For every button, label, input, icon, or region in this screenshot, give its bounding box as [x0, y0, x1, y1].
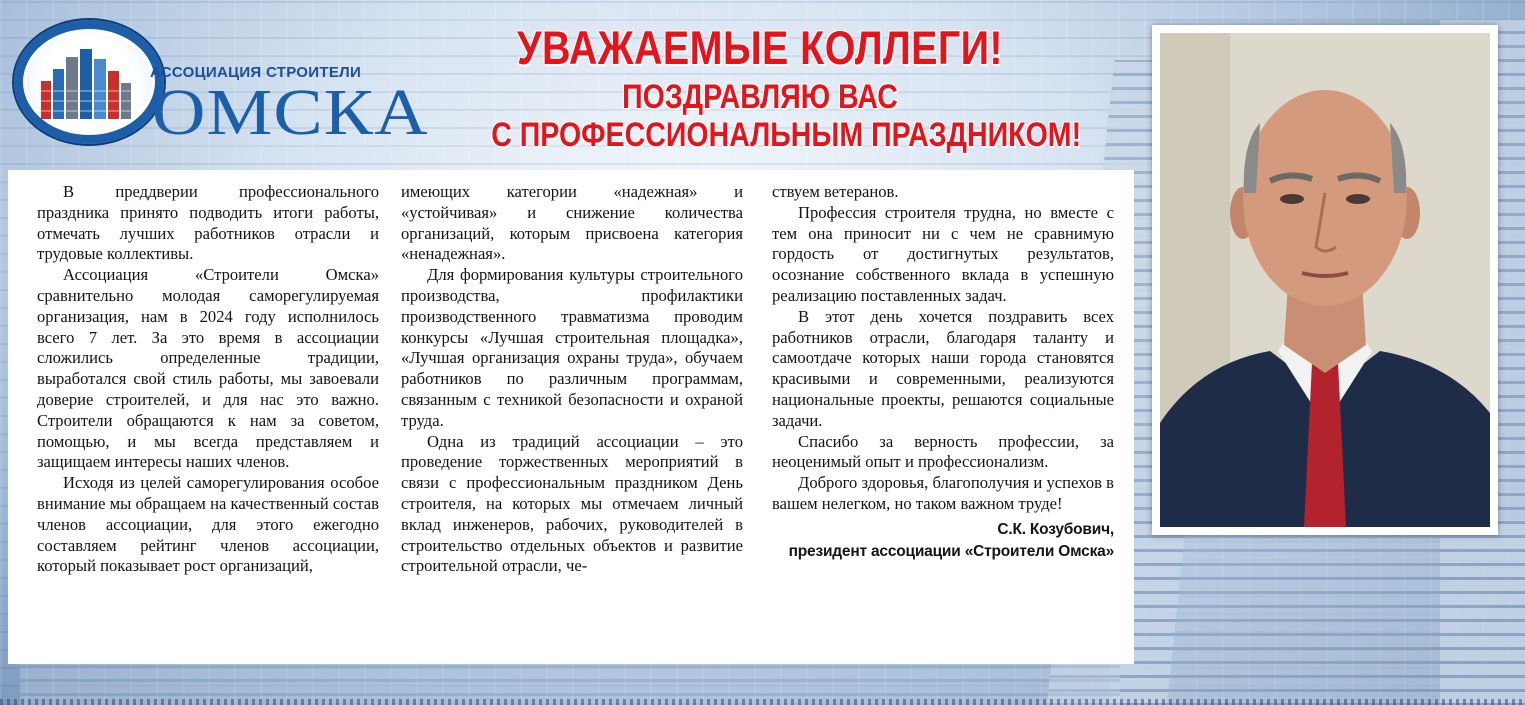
- headline-line-2: ПОЗДРАВЛЯЮ ВАС: [622, 78, 898, 116]
- bottom-dotted-border: [0, 699, 1525, 705]
- article-column-2: [401, 182, 743, 577]
- paragraph: Доброго здоровья, благополучия и успехов в вашем нелегком, но таком важном труде!: [772, 473, 1114, 513]
- paragraph: ствуем ветеранов.: [772, 182, 899, 201]
- signature: [772, 519, 1114, 563]
- portrait-illustration: [1160, 33, 1490, 527]
- signature-name: С.К. Козубович,: [997, 520, 1114, 538]
- buildings-icon: [37, 47, 143, 119]
- headline-line-1: УВАЖАЕМЫЕ КОЛЛЕГИ!: [516, 21, 1003, 74]
- paragraph: Исходя из целей саморегулирования особое внимание мы обращаем на качественный состав членов ассоциации, для этого ежегодно составляем рейтинг членов ассоциации, который показывает рост организаций,: [37, 473, 379, 576]
- paragraph: Спасибо за верность профессии, за неоценимый опыт и профессионализм.: [772, 431, 1114, 472]
- paragraph: Для формирования культуры строительного производства, профилактики производственного травматизма проводим конкурсы «Лучшая строительная площадка», «Лучшая организация охраны труда», обучаем работников по различным программам, связанным с техникой безопасности и охраной труда.: [401, 265, 743, 430]
- portrait-frame: [1152, 25, 1498, 535]
- paragraph: Ассоциация «Строители Омска» сравнительно молодая саморегулируемая организация, нам в 2024 году исполнилось всего 7 лет. За это время в ассоциации сложились определенные традиции, выработался свой стиль работы, мы завоевали доверие строителей, и для нас это важно. Строители обращаются к нам за советом, помощью, и мы всегда представляем и защищаем интересы наших членов.: [37, 265, 379, 472]
- paragraph: имеющих категории «надежная» и «устойчивая» и снижение количества организаций, которым присвоена категория «ненадежная».: [401, 182, 743, 264]
- headline-line-3: С ПРОФЕССИОНАЛЬНЫМ ПРАЗДНИКОМ!: [491, 116, 1082, 154]
- logo-title: ОМСКА: [152, 76, 429, 149]
- logo-top-text: АССОЦИАЦИЯ СТРОИТЕЛИ: [150, 64, 362, 81]
- paragraph: В этот день хочется поздравить всех работников отрасли, благодаря таланту и самоотдаче которых наши города становятся красивыми и современными, реализуются национальные проекты, решаются социальные задачи.: [772, 306, 1114, 430]
- paragraph: Профессия строителя трудна, но вместе с тем она приносит ни с чем не сравнимую гордость от достигнутых результатов, осознание собственного вклада в успешную реализацию поставленных задач.: [772, 202, 1114, 305]
- logo-emblem: [14, 20, 164, 144]
- paragraph: Одна из традиций ассоциации – это проведение торжественных мероприятий в связи с профессиональным праздником День строителя, на которых мы отмечаем личный вклад инженеров, рабочих, руководителей в строительство отдельных объектов и развитие строительной отрасли, че-: [401, 431, 743, 576]
- headline: [440, 22, 1080, 154]
- signature-title: президент ассоциации «Строители Омска»: [788, 542, 1114, 560]
- article-panel: [8, 170, 1134, 664]
- portrait-photo: [1160, 33, 1490, 527]
- association-logo: [14, 18, 429, 149]
- article-column-3: [772, 182, 1114, 563]
- paragraph: В преддверии профессионального праздника принято подводить итоги работы, отмечать лучших работников отрасли и трудовые коллективы.: [37, 182, 379, 264]
- article-column-1: [37, 182, 379, 577]
